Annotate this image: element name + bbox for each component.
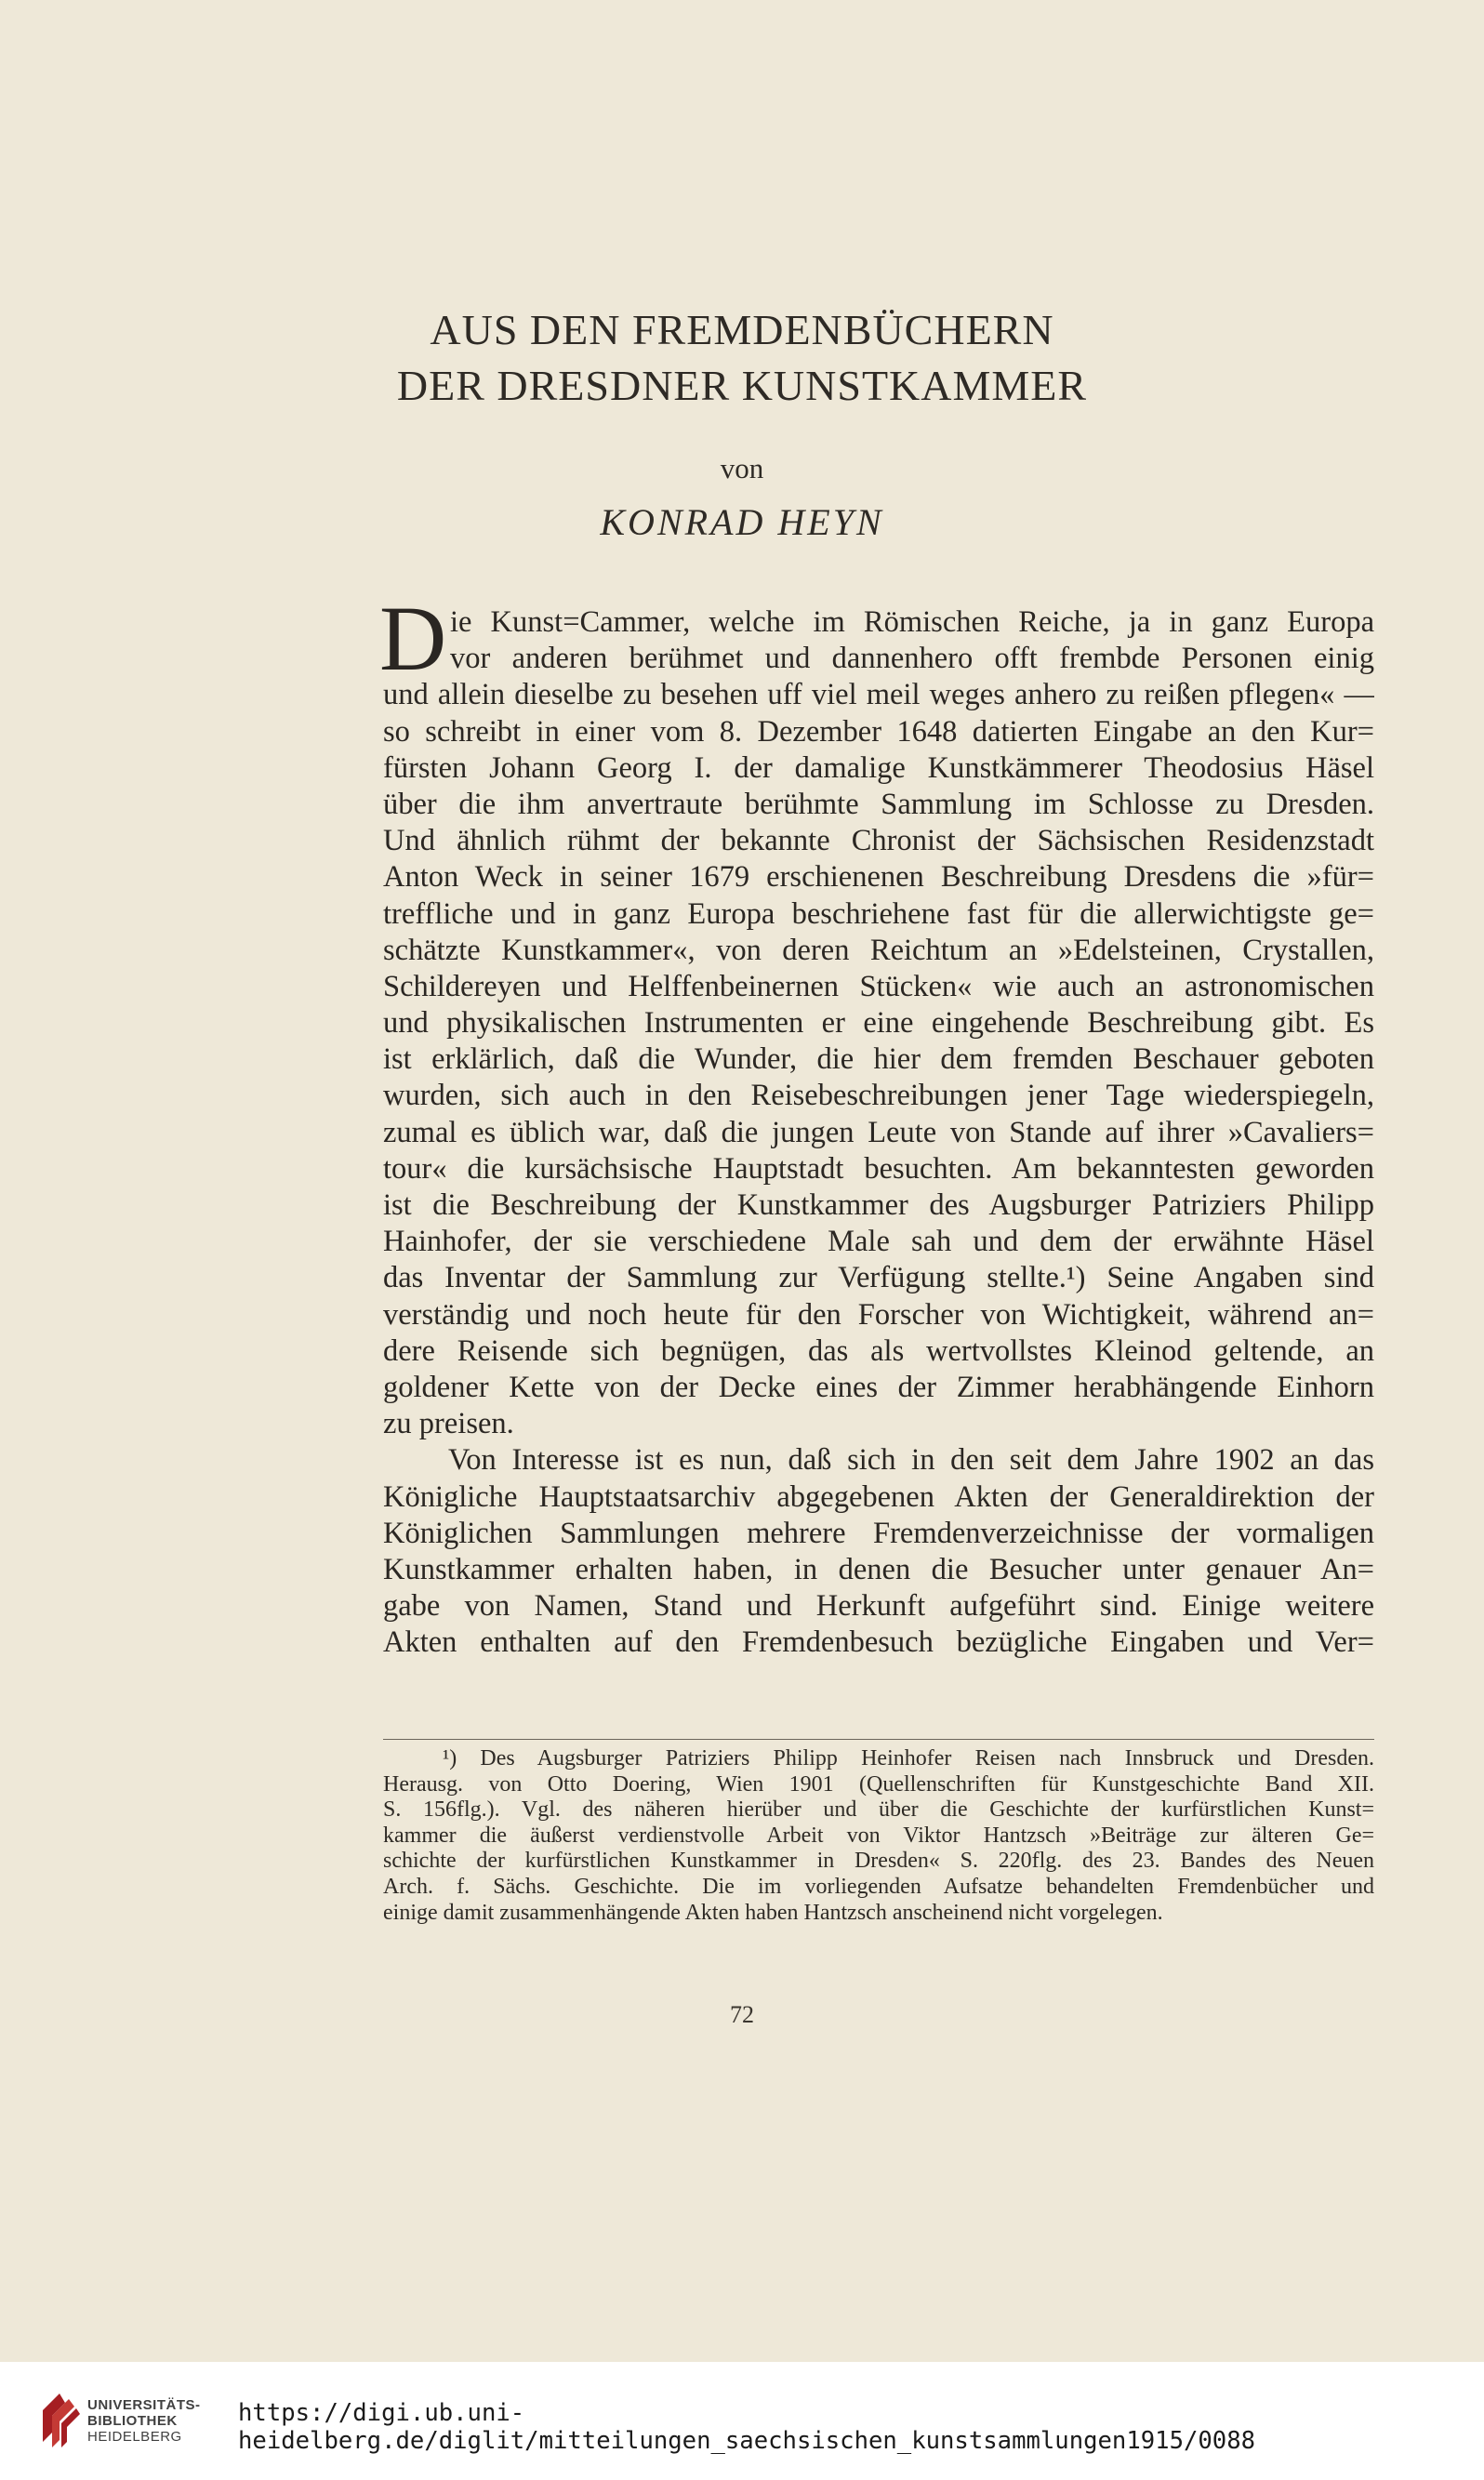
source-url-link[interactable]: https://digi.ub.uni-heidelberg.de/diglit/mitteilungen_saechsischen_kunstsammlungen1915/0088 — [238, 2399, 1256, 2455]
footnote-line: einige damit zusammenhängende Akten haben Hantzsch anscheinend nicht vorgelegen. — [383, 1900, 1163, 1925]
text-line: vor anderen berühmet und dannenhero offt frembde Personen einig — [450, 642, 1374, 676]
body-text — [379, 587, 1374, 1661]
footnote-line: Herausg. von Otto Doering, Wien 1901 (Quellenschriften für Kunstgeschichte Band XII. — [383, 1771, 1374, 1797]
text-line: treffliche und in ganz Europa beschriehene fast für die allerwichtigste ge= — [383, 896, 1374, 931]
footnote-rule — [383, 1739, 1374, 1740]
author-name: KONRAD HEYN — [600, 501, 884, 543]
text-line: Kunstkammer erhalten haben, in denen die Besucher unter genauer An= — [383, 1552, 1374, 1586]
logo-line: HEIDELBERG — [87, 2429, 182, 2445]
footnote-line: S. 156flg.). Vgl. des näheren hierüber und über die Geschichte der kurfürstlichen Kunst= — [383, 1797, 1374, 1823]
text-line: Und ähnlich rühmt der bekannte Chronist der Sächsischen Residenzstadt — [383, 824, 1374, 858]
text-line: Schildereyen und Helffenbeinernen Stücken« wie auch an astronomischen — [383, 969, 1374, 1003]
footer-bar — [0, 2362, 1484, 2480]
text-line: verständig und noch heute für den Forscher von Wichtigkeit, während an= — [383, 1297, 1374, 1332]
text-line: Königlichen Sammlungen mehrere Fremdenverzeichnisse der vormaligen — [383, 1516, 1374, 1550]
text-line: wurden, sich auch in den Reisebeschreibungen jener Tage wiederspiegeln, — [383, 1079, 1374, 1113]
text-line: so schreibt in einer vom 8. Dezember 1648 datierten Eingabe an den Kur= — [383, 714, 1374, 749]
logo-line: UNIVERSITÄTS- — [87, 2397, 201, 2413]
text-line: Anton Weck in seiner 1679 erschienenen Beschreibung Dresdens die »für= — [383, 860, 1374, 895]
text-line: fürsten Johann Georg I. der damalige Kunstkämmerer Theodosius Häsel — [383, 750, 1374, 785]
footnote-line: kammer die äußerst verdienstvolle Arbeit von Viktor Hantzsch »Beiträge zur älteren Ge= — [383, 1823, 1374, 1848]
text-line: zu preisen. — [383, 1407, 514, 1441]
text-line: ist die Beschreibung der Kunstkammer des Augsburger Patriziers Philipp — [383, 1188, 1374, 1222]
article-title-line-2: DER DRESDNER KUNSTKAMMER — [396, 362, 1088, 409]
footnote-line: ¹) Des Augsburger Patriziers Philipp Heinhofer Reisen nach Innsbruck und Dresden. — [443, 1746, 1374, 1770]
byline: von — [720, 452, 764, 484]
text-line: über die ihm anvertraute berühmte Sammlung im Schlosse zu Dresden. — [383, 787, 1374, 821]
text-line: goldener Kette von der Decke eines der Zimmer herabhängende Einhorn — [383, 1370, 1374, 1404]
text-line: und physikalischen Instrumenten er eine eingehende Beschreibung gibt. Es — [383, 1006, 1374, 1041]
library-logo-text — [87, 2397, 201, 2445]
text-line: zumal es üblich war, daß die jungen Leute von Stande auf ihrer »Cavaliers= — [383, 1115, 1374, 1149]
page-number: 72 — [730, 2001, 754, 2028]
text-line: Akten enthalten auf den Fremdenbesuch bezügliche Eingaben und Ver= — [383, 1625, 1374, 1660]
footnotes — [383, 1746, 1374, 1926]
text-line: Hainhofer, der sie verschiedene Male sah und dem der erwähnte Häsel — [383, 1225, 1374, 1259]
text-line: schätzte Kunstkammer«, von deren Reichtum an »Edelsteinen, Crystallen, — [383, 933, 1374, 967]
footnote-line: schichte der kurfürstlichen Kunstkammer in Dresden« S. 220flg. des 23. Bandes des Neuen — [383, 1849, 1374, 1874]
text-line: Königliche Hauptstaatsarchiv abgegebenen Akten der Generaldirektion der — [383, 1479, 1374, 1514]
text-line: gabe von Namen, Stand und Herkunft aufgeführt sind. Einige weitere — [383, 1589, 1374, 1624]
text-line: dere Reisende sich begnügen, das als wertvollstes Kleinod geltende, an — [383, 1333, 1374, 1368]
text-line: ist erklärlich, daß die Wunder, die hier dem fremden Beschauer geboten — [383, 1042, 1374, 1077]
text-line: ie Kunst=Cammer, welche im Römischen Reiche, ja in ganz Europa — [450, 605, 1374, 639]
footnote-line: Arch. f. Sächs. Geschichte. Die im vorliegenden Aufsatze behandelten Fremdenbücher und — [383, 1874, 1374, 1899]
text-line: tour« die kursächsische Hauptstadt besuchten. Am bekanntesten geworden — [383, 1151, 1374, 1186]
text-line: und allein dieselbe zu besehen uff viel meil weges anhero zu reißen pflegen« — — [383, 678, 1374, 712]
logo-line: BIBLIOTHEK — [87, 2413, 178, 2429]
text-line: das Inventar der Sammlung zur Verfügung stellte.¹) Seine Angaben sind — [383, 1261, 1374, 1295]
text-line: Von Interesse ist es nun, daß sich in den seit dem Jahre 1902 an das — [448, 1443, 1374, 1478]
library-logo-icon[interactable] — [32, 2390, 86, 2451]
article-title-line-1: AUS DEN FREMDENBÜCHERN — [430, 306, 1054, 353]
drop-cap: D — [379, 587, 447, 690]
